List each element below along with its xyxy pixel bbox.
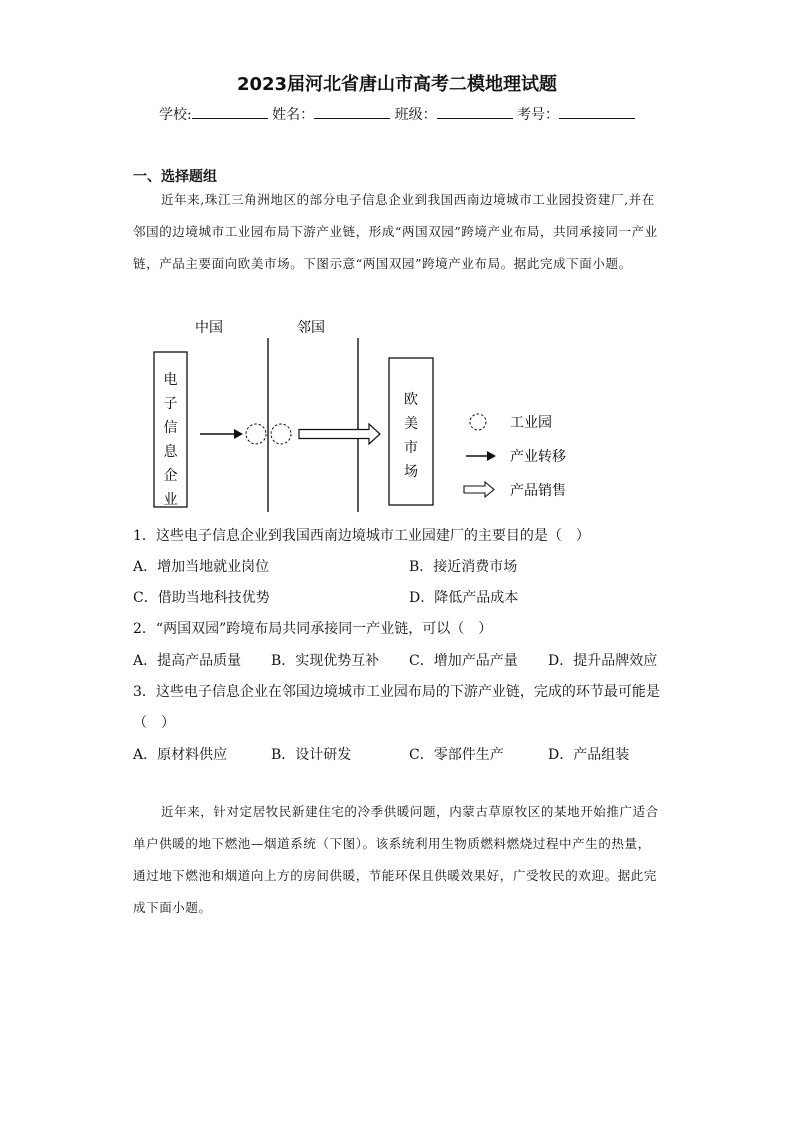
- market-char-4: 场: [404, 464, 418, 480]
- enterprise-char-5: 企: [163, 468, 178, 484]
- question-1-option-c[interactable]: C．借助当地科技优势: [133, 590, 270, 606]
- question-1-option-d[interactable]: D．降低产品成本: [409, 590, 519, 606]
- class-label: 班级：: [394, 107, 437, 123]
- enterprise-char-1: 电: [163, 372, 178, 388]
- question-1-stem: 1．这些电子信息企业到我国西南边境城市工业园建厂的主要目的是（ ）: [133, 528, 590, 544]
- number-blank[interactable]: [559, 105, 635, 119]
- enterprise-char-2: 子: [163, 396, 178, 412]
- legend-transfer-label: 产业转移: [510, 449, 566, 465]
- number-label: 考号：: [517, 107, 560, 123]
- question-1-option-a[interactable]: A．增加当地就业岗位: [133, 559, 270, 575]
- class-blank[interactable]: [437, 105, 513, 119]
- legend-park-label: 工业园: [510, 415, 552, 431]
- market-char-1: 欧: [404, 392, 418, 408]
- legend-sales-arrow-icon: [464, 482, 494, 497]
- name-label: 姓名：: [272, 107, 315, 123]
- label-neighbor: 邻国: [297, 320, 325, 336]
- legend-sales-label: 产品销售: [510, 483, 566, 499]
- question-3-answer-bracket: （ ）: [133, 715, 175, 731]
- passage-2: 近年来，针对定居牧民新建住宅的冷季供暖问题，内蒙古草原牧区的某地开始推广适合单户供暖的地下燃池—烟道系统（下图）。该系统利用生物质燃料燃烧过程中产生的热量，通过地下燃池和烟道向上方的房间供暖，节能环保且供暖效果好，广受牧民的欢迎。据此完成下面小题。: [133, 804, 659, 915]
- page-title: 2023届河北省唐山市高考二模地理试题: [236, 74, 558, 95]
- question-2-option-b[interactable]: B．实现优势互补: [271, 653, 380, 669]
- legend-park-icon: [470, 414, 486, 430]
- question-2-stem: 2．“两国双园”跨境布局共同承接同一产业链，可以（ ）: [133, 621, 493, 637]
- question-3-option-a[interactable]: A．原材料供应: [133, 747, 228, 763]
- question-3-option-d[interactable]: D．产品组装: [548, 747, 630, 763]
- label-china: 中国: [195, 320, 223, 336]
- passage-1: 近年来,珠江三角洲地区的部分电子信息企业到我国西南边境城市工业园投资建厂,并在邻国的边境城市工业园布局下游产业链，形成“两国双园”跨境产业布局，共同承接同一产业链，产品主要面向欧美市场。下图示意“两国双园”跨境产业布局。据此完成下面小题。: [133, 192, 658, 271]
- question-2-option-d[interactable]: D．提升品牌效应: [548, 653, 658, 669]
- question-2-option-a[interactable]: A．提高产品质量: [133, 653, 242, 669]
- enterprise-char-4: 息: [163, 444, 178, 460]
- question-2-option-c[interactable]: C．增加产品产量: [409, 653, 518, 669]
- enterprise-char-3: 信: [163, 420, 178, 436]
- industry-layout-diagram: [140, 312, 610, 517]
- question-3-option-b[interactable]: B．设计研发: [271, 747, 352, 763]
- market-char-3: 市: [404, 440, 418, 456]
- question-3-stem: 3．这些电子信息企业在邻国边境城市工业园布局的下游产业链，完成的环节最可能是: [133, 684, 660, 700]
- sales-arrow-icon: [299, 424, 380, 444]
- industrial-park-china-icon: [246, 424, 266, 444]
- name-blank[interactable]: [314, 105, 390, 119]
- industrial-park-neighbor-icon: [271, 424, 291, 444]
- question-1-option-b[interactable]: B．接近消费市场: [409, 559, 518, 575]
- enterprise-char-6: 业: [163, 492, 178, 508]
- question-3-option-c[interactable]: C．零部件生产: [409, 747, 504, 763]
- section-title: 一、选择题组: [133, 169, 217, 185]
- legend-transfer-arrow-icon: [487, 451, 496, 461]
- transfer-arrow-head: [234, 429, 243, 439]
- school-blank[interactable]: [192, 105, 268, 119]
- student-info-line: [0, 104, 794, 124]
- school-label: 学校:: [158, 107, 192, 123]
- market-char-2: 美: [404, 416, 418, 432]
